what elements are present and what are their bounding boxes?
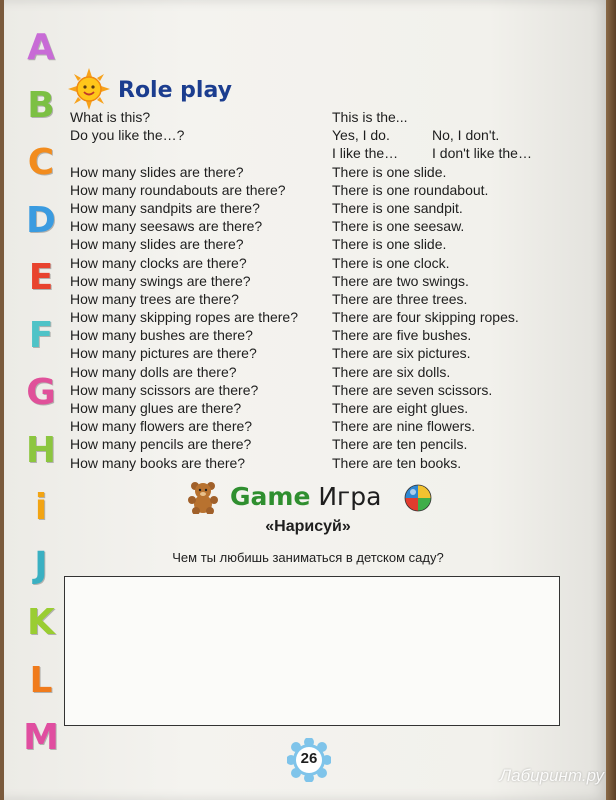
- answer-text: This is the...: [332, 109, 408, 125]
- question-text: How many scissors are there?: [70, 381, 259, 398]
- teddy-bear-icon: [186, 480, 220, 514]
- alphabet-letter: C: [27, 142, 55, 183]
- page-edge: [606, 0, 616, 800]
- dialogue-row: [70, 181, 590, 199]
- answer-text: There are ten books.: [332, 454, 462, 471]
- alphabet-letter: D: [26, 199, 56, 241]
- answer-text: There are four skipping ropes.: [332, 309, 519, 326]
- sun-icon: [68, 68, 110, 110]
- game-title: [230, 482, 381, 511]
- game-title-en: Game: [230, 482, 311, 511]
- dialogue-row: [70, 399, 590, 417]
- dialogue-row: [70, 363, 590, 381]
- question-text: How many dolls are there?: [70, 363, 237, 380]
- dialogue-row: [70, 326, 590, 344]
- watermark: Лабиринт.ру: [499, 766, 604, 785]
- question-text: How many roundabouts are there?: [70, 181, 286, 198]
- answer-text: There are two swings.: [332, 272, 469, 289]
- answer-text: There are five bushes.: [332, 327, 472, 344]
- drawing-area[interactable]: [64, 576, 560, 726]
- question-text: How many bushes are there?: [70, 327, 253, 344]
- dialogue-row: [70, 454, 590, 472]
- game-name: «Нарисуй»: [265, 518, 351, 535]
- dialogue-row: [70, 308, 590, 326]
- answer-text: There are nine flowers.: [332, 418, 476, 435]
- answer-text: There is one roundabout.: [332, 181, 489, 198]
- question-text: How many seesaws are there?: [70, 218, 263, 235]
- question-text: How many pencils are there?: [70, 436, 252, 453]
- dialogue-row: [70, 199, 590, 217]
- game-question: Чем ты любишь заниматься в детском саду?: [172, 550, 444, 565]
- dialogue-row: [70, 417, 590, 435]
- answer-text: I like the…: [332, 145, 399, 162]
- alphabet-letter: A: [27, 27, 55, 68]
- dialogue-table: [70, 108, 590, 472]
- question-text: How many trees are there?: [70, 290, 239, 307]
- answer-text: There is one sandpit.: [332, 199, 463, 216]
- question-text: How many pictures are there?: [70, 345, 257, 362]
- answer-text: There are three trees.: [332, 290, 468, 307]
- question-text: How many sandpits are there?: [70, 199, 260, 216]
- section-title: Role play: [118, 78, 232, 103]
- dialogue-row: [70, 235, 590, 253]
- alphabet-letter: J: [34, 544, 48, 586]
- answer-text: No, I don't.: [432, 127, 500, 144]
- question-text: How many glues are there?: [70, 400, 242, 416]
- answer-text: There are ten pencils.: [332, 436, 468, 453]
- dialogue-row: [70, 272, 590, 290]
- dialogue-row: [70, 344, 590, 362]
- answer-text: Yes, I do.: [332, 127, 390, 144]
- dialogue-row: [70, 144, 590, 162]
- question-text: How many swings are there?: [70, 272, 251, 289]
- question-text: How many clocks are there?: [70, 254, 247, 271]
- alphabet-letter: L: [29, 659, 53, 701]
- dialogue-row: [70, 290, 590, 308]
- dialogue-row: [70, 381, 590, 399]
- alphabet-letter: M: [23, 717, 59, 758]
- dialogue-row: [70, 254, 590, 272]
- question-text: How many slides are there?: [70, 236, 244, 253]
- answer-text: There are six pictures.: [332, 345, 471, 362]
- alphabet-letter: G: [26, 372, 56, 413]
- question-text: How many skipping ropes are there?: [70, 309, 299, 326]
- answer-text: There is one clock.: [332, 254, 450, 271]
- alphabet-letter: K: [27, 602, 55, 643]
- dialogue-row: [70, 108, 590, 126]
- question-text: How many slides are there?: [70, 163, 244, 180]
- game-title-ru: Игра: [318, 482, 382, 511]
- question-text: How many flowers are there?: [70, 418, 253, 435]
- question-text: What is this?: [70, 109, 151, 125]
- alphabet-letter: E: [28, 257, 54, 298]
- dialogue-row: [70, 217, 590, 235]
- alphabet-letter: B: [27, 84, 55, 126]
- ball-icon: [404, 484, 432, 512]
- alphabet-letter: F: [28, 314, 54, 356]
- question-text: Do you like the…?: [70, 127, 185, 144]
- answer-text: There is one slide.: [332, 163, 447, 180]
- answer-text: There are six dolls.: [332, 363, 451, 380]
- answer-text: There are seven scissors.: [332, 381, 493, 398]
- answer-text: There is one seesaw.: [332, 218, 465, 235]
- answer-text: There is one slide.: [332, 236, 447, 253]
- alphabet-column: [18, 28, 64, 798]
- dialogue-row: [70, 163, 590, 181]
- alphabet-letter: H: [25, 429, 57, 471]
- answer-text: There are eight glues.: [332, 400, 469, 416]
- dialogue-row: [70, 435, 590, 453]
- dialogue-row: [70, 126, 590, 144]
- page-number: 26: [300, 750, 318, 767]
- alphabet-letter: i: [34, 487, 48, 528]
- answer-text: I don't like the…: [432, 145, 532, 162]
- game-header: [186, 480, 446, 516]
- question-text: How many books are there?: [70, 454, 246, 471]
